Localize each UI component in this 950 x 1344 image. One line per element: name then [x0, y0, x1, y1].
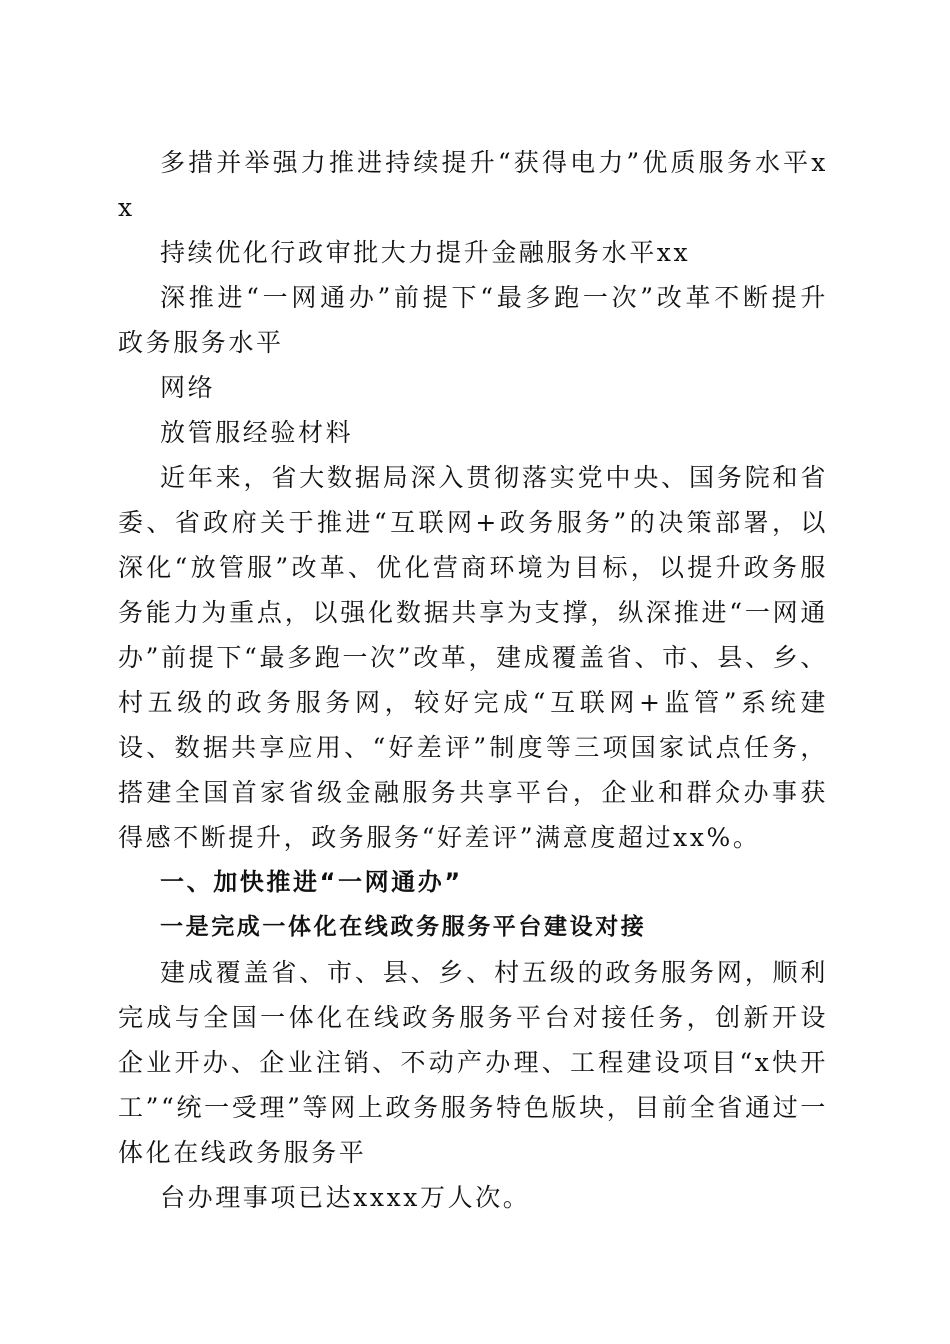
intro-paragraph: 近年来，省大数据局深入贯彻落实党中央、国务院和省委、省政府关于推进“互联网+政务服务”的决策部署，以深化“放管服”改革、优化营商环境为目标，以提升政务服务能力为重点，以强化数据共享为支撑，纵深推进“一网通办”前提下“最多跑一次”改革，建成覆盖省、市、县、乡、村五级的政务服务网，较好完成“互联网+监管”系统建设、数据共享应用、“好差评”制度等三项国家试点任务，搭建全国首家省级金融服务共享平台，企业和群众办事获得感不断提升，政务服务“好差评”满意度超过xx%。 — [118, 463, 828, 852]
title-line-5: 放管服经验材料 — [160, 418, 354, 447]
title-line-4: 网络 — [160, 373, 216, 402]
title-line-1: 多措并举强力推进持续提升“获得电力”优质服务水平xx — [118, 148, 828, 222]
title-line-2: 持续优化行政审批大力提升金融服务水平xx — [160, 238, 691, 267]
body-paragraph: 建成覆盖省、市、县、乡、村五级的政务服务网，顺利完成与全国一体化在线政务服务平台对接任务，创新开设企业开办、企业注销、不动产办理、工程建设项目“x快开工”“统一受理”等网上政务服务特色版块，目前全省通过一体化在线政务服务平 — [118, 958, 828, 1167]
continuation-paragraph: 台办理事项已达xxxx万人次。 — [160, 1183, 531, 1212]
section-heading: 一、加快推进“一网通办” — [160, 868, 463, 896]
subsection-heading: 一是完成一体化在线政务服务平台建设对接 — [160, 914, 647, 940]
title-line-3: 深推进“一网通办”前提下“最多跑一次”改革不断提升政务服务水平 — [118, 283, 828, 357]
document-body — [118, 140, 828, 1220]
